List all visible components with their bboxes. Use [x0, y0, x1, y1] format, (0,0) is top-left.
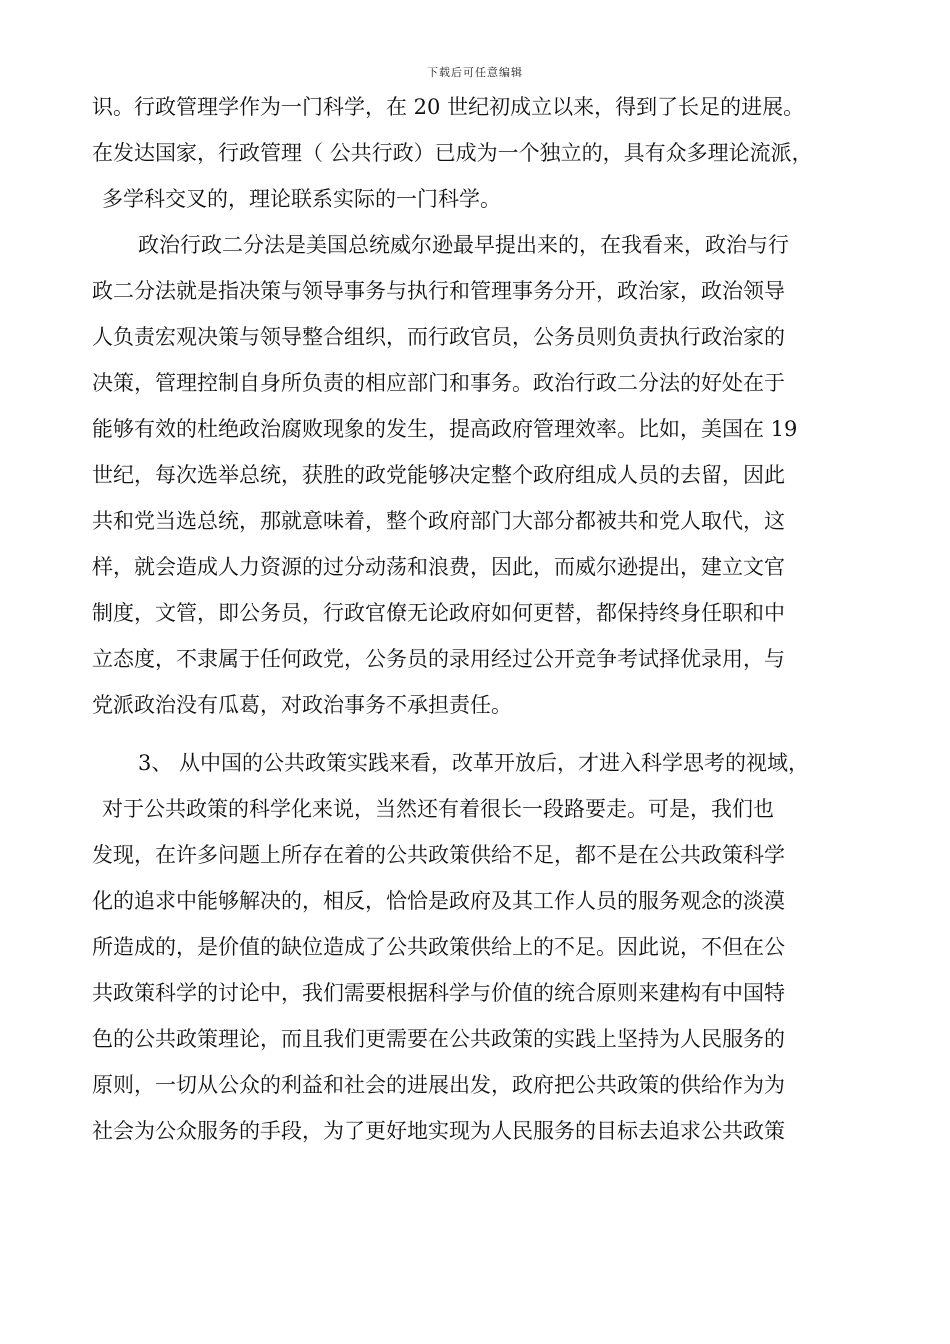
text-line: 对于公共政策的科学化来说，当然还有着很长一段路要走。可是，我们也	[102, 797, 774, 821]
text-line: 共和党当选总统，那就意味着，整个政府部门大部分都被共和党人取代，这	[92, 509, 785, 533]
text-line: 所造成的，是价值的缺位造成了公共政策供给上的不足。因此说，不但在公	[92, 935, 785, 959]
document-body	[92, 84, 882, 1154]
paragraph-gap	[92, 728, 882, 740]
paragraph-1	[92, 84, 882, 222]
text-line: 世纪，每次选举总统，获胜的政党能够决定整个政府组成人员的去留，因此	[92, 463, 785, 487]
text-line: 社会为公众服务的手段，为了更好地实现为人民服务的目标去追求公共政策	[92, 1119, 785, 1143]
text-line: 原则，一切从公众的利益和社会的进展出发，政府把公共政策的供给作为为	[92, 1073, 785, 1097]
paragraph-2	[92, 222, 882, 728]
text-line: 多学科交叉的，理论联系实际的一门科学。	[102, 187, 501, 211]
text-line: 政二分法就是指决策与领导事务与执行和管理事务分开，政治家，政治领导	[92, 279, 785, 303]
text-line: 决策，管理控制自身所负责的相应部门和事务。政治行政二分法的好处在于	[92, 371, 785, 395]
text-line: 样，就会造成人力资源的过分动荡和浪费，因此，而威尔逊提出，建立文官	[92, 555, 785, 579]
text-line: 色的公共政策理论，而且我们更需要在公共政策的实践上坚持为人民服务的	[92, 1027, 785, 1051]
text-line: 在发达国家，行政管理（ 公共行政）已成为一个独立的，具有众多理论流派，	[92, 141, 813, 165]
text-line: 人负责宏观决策与领导整合组织，而行政官员，公务员则负责执行政治家的	[92, 325, 785, 349]
text-line: 立态度，不隶属于任何政党，公务员的录用经过公开竞争考试择优录用，与	[92, 647, 785, 671]
text-line: 共政策科学的讨论中，我们需要根据科学与价值的统合原则来建构有中国特	[92, 981, 785, 1005]
text-line: 化的追求中能够解决的，相反，恰恰是政府及其工作人员的服务观念的淡漠	[92, 889, 785, 913]
text-line: 党派政治没有瓜葛，对政治事务不承担责任。	[92, 693, 512, 717]
text-line: 3、 从中国的公共政策实践来看，改革开放后，才进入科学思考的视域，	[138, 751, 810, 775]
text-line: 发现，在许多问题上所存在着的公共政策供给不足，都不是在公共政策科学	[92, 843, 785, 867]
text-line: 识。行政管理学作为一门科学，在 20 世纪初成立以来，得到了长足的进展。	[92, 95, 805, 119]
text-line: 政治行政二分法是美国总统威尔逊最早提出来的，在我看来，政治与行	[138, 233, 789, 257]
paragraph-3	[92, 740, 882, 1154]
text-line: 能够有效的杜绝政治腐败现象的发生，提高政府管理效率。比如，美国在 19	[92, 417, 798, 441]
text-line: 制度，文管，即公务员，行政官僚无论政府如何更替，都保持终身任职和中	[92, 601, 785, 625]
page-header: 下载后可任意编辑	[427, 66, 523, 79]
